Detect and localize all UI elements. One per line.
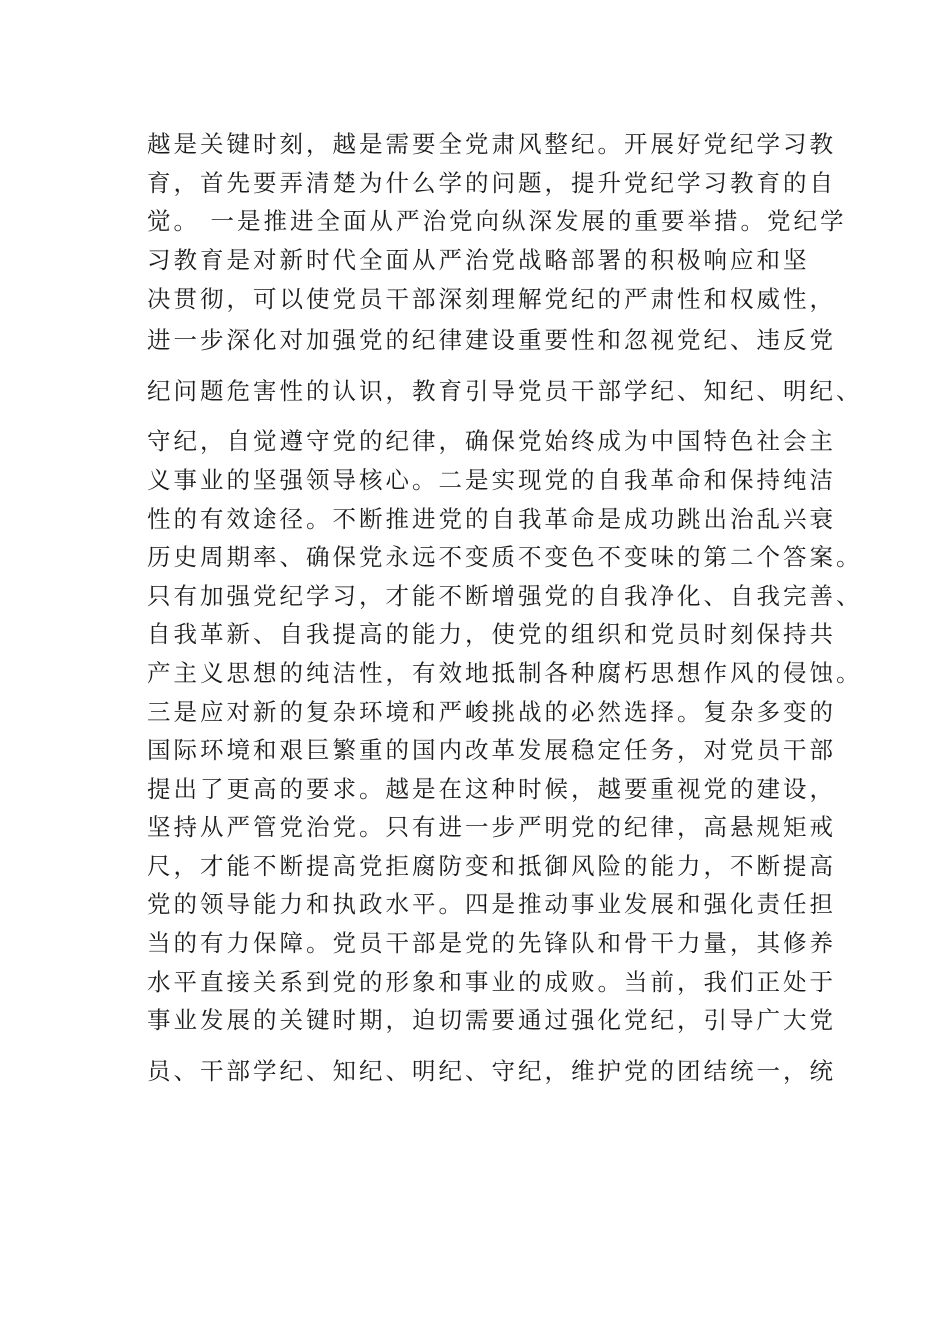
text-line: 纪问题危害性的认识，教育引导党员干部学纪、知纪、明纪、 [147, 377, 863, 405]
text-line: 只有加强党纪学习，才能不断增强党的自我净化、自我完善、 [147, 582, 863, 610]
text-line: 事业发展的关键时期，迫切需要通过强化党纪，引导广大党 [147, 1006, 836, 1034]
text-line: 尺，才能不断提高党拒腐防变和抵御风险的能力，不断提高 [147, 852, 836, 880]
text-line: 守纪，自觉遵守党的纪律，确保党始终成为中国特色社会主 [147, 427, 836, 455]
text-line: 决贯彻，可以使党员干部深刻理解党纪的严肃性和权威性， [147, 285, 836, 313]
text-line: 党的领导能力和执政水平。四是推动事业发展和强化责任担 [147, 890, 836, 918]
text-line: 产主义思想的纯洁性，有效地抵制各种腐朽思想作风的侵蚀。 [147, 659, 863, 687]
text-line: 历史周期率、确保党永远不变质不变色不变味的第二个答案。 [147, 543, 863, 571]
text-line: 义事业的坚强领导核心。二是实现党的自我革命和保持纯洁 [147, 466, 836, 494]
text-line: 坚持从严管党治党。只有进一步严明党的纪律，高悬规矩戒 [147, 813, 836, 841]
text-line: 习教育是对新时代全面从严治党战略部署的积极响应和坚 [147, 246, 810, 274]
text-line: 越是关键时刻，越是需要全党肃风整纪。开展好党纪学习教 [147, 130, 836, 158]
text-line: 进一步深化对加强党的纪律建设重要性和忽视党纪、违反党 [147, 326, 836, 354]
text-line: 当的有力保障。党员干部是党的先锋队和骨干力量，其修养 [147, 929, 836, 957]
text-line: 国际环境和艰巨繁重的国内改革发展稳定任务，对党员干部 [147, 736, 836, 764]
text-line: 觉。 一是推进全面从严治党向纵深发展的重要举措。党纪学 [147, 207, 847, 235]
text-line: 自我革新、自我提高的能力，使党的组织和党员时刻保持共 [147, 620, 836, 648]
text-line: 性的有效途径。不断推进党的自我革命是成功跳出治乱兴衰 [147, 505, 836, 533]
text-line: 水平直接关系到党的形象和事业的成败。当前，我们正处于 [147, 968, 836, 996]
text-line: 员、干部学纪、知纪、明纪、守纪，维护党的团结统一，统 [147, 1057, 836, 1085]
text-line: 三是应对新的复杂环境和严峻挑战的必然选择。复杂多变的 [147, 698, 836, 726]
text-line: 育，首先要弄清楚为什么学的问题，提升党纪学习教育的自 [147, 169, 836, 197]
text-line: 提出了更高的要求。越是在这种时候，越要重视党的建设， [147, 775, 836, 803]
